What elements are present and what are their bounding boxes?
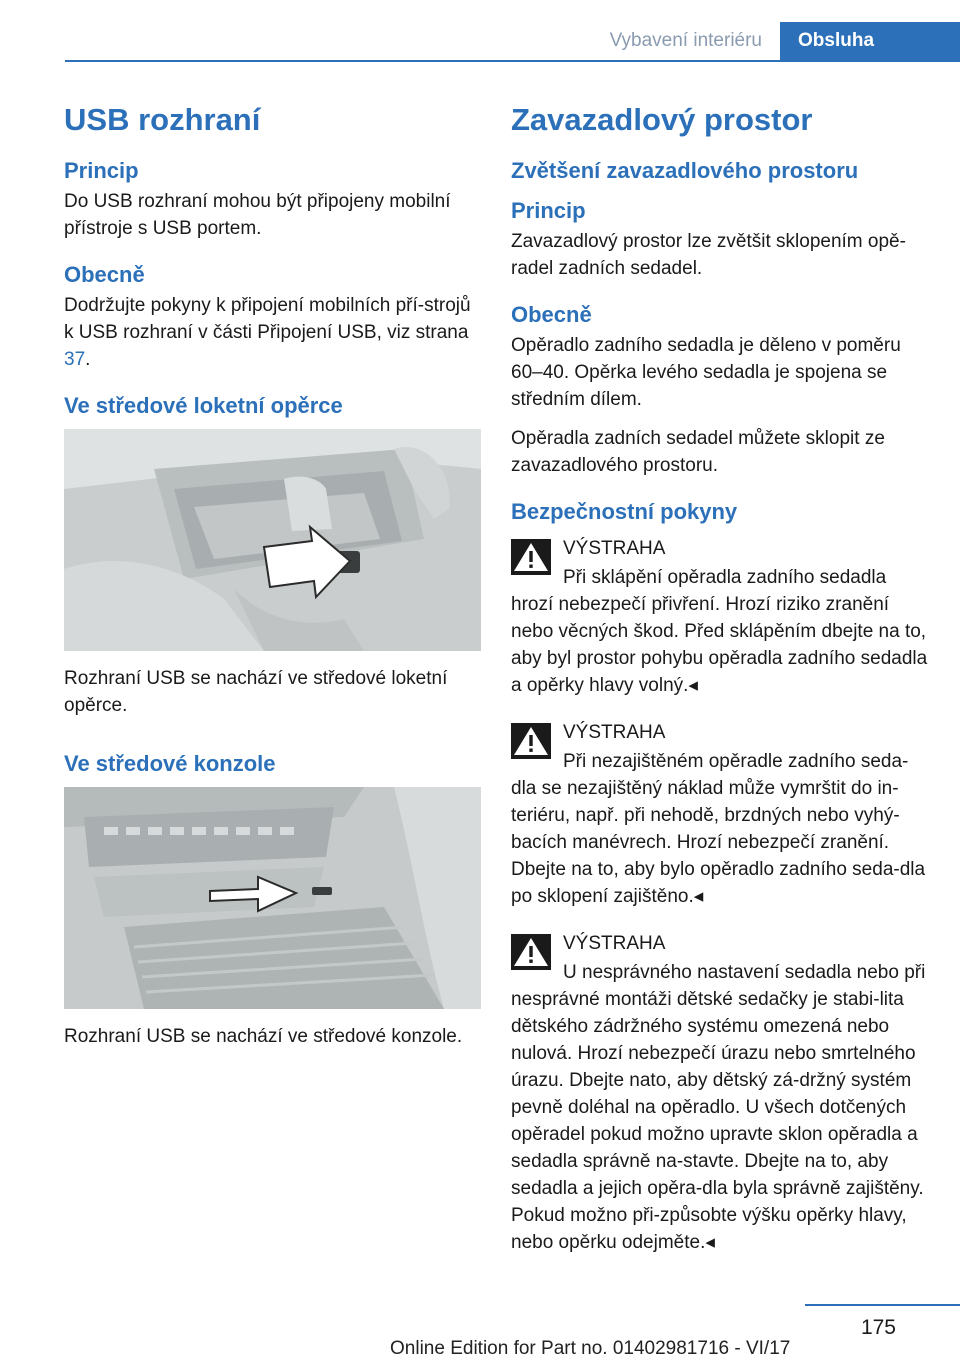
obecne-text-end: .	[85, 349, 91, 370]
warning-triangle-icon	[511, 934, 551, 970]
safety-heading: Bezpečnostní pokyny	[511, 499, 738, 524]
trunk-obecne-text1: Opěradlo zadního sedadla je děleno v poměru 60–40. Opěrka levého sedadla je spojena se středním dílem.	[511, 335, 901, 410]
page-number: 175	[860, 1316, 896, 1339]
nav-chapter[interactable]: Obsluha	[780, 22, 960, 60]
warning-block	[511, 930, 931, 1256]
console-caption: Rozhraní USB se nachází ve středové konzole.	[64, 1026, 463, 1047]
trunk-princip-text: Zavazadlový prostor lze zvětšit sklopením opě‐radel zadních sedadel.	[511, 231, 906, 279]
header-nav	[610, 22, 960, 60]
warning-title: VÝSTRAHA	[563, 722, 666, 743]
armrest-caption: Rozhraní USB se nachází ve středové loketní opěrce.	[64, 668, 448, 716]
warning-text: Při sklápění opěradla zadního sedadla hrozí nebezpečí přivření. Hrozí riziko zranění nebo věcných škod. Před sklápěním dbejte na to, aby byl prostor pohybu opěradla zadního sedadla a opěrky hlavy volný.◂	[511, 567, 928, 696]
warning-triangle-icon	[511, 539, 551, 575]
usb-princip-heading: Princip	[64, 158, 139, 183]
obecne-text-part: Dodržujte pokyny k připojení mobilních pří‐strojů k USB rozhraní v části Připojení USB, viz strana	[64, 295, 471, 343]
warning-triangle-icon	[511, 723, 551, 759]
armrest-heading: Ve středové loketní opěrce	[64, 393, 343, 418]
armrest-usb-illustration	[64, 429, 481, 651]
footer-divider	[805, 1304, 960, 1306]
usb-obecne-text	[64, 292, 484, 373]
trunk-subtitle: Zvětšení zavazadlového prostoru	[511, 158, 859, 183]
trunk-princip-heading: Princip	[511, 198, 586, 223]
left-column	[64, 100, 484, 1062]
trunk-obecne-text2: Opěradla zadních sedadel můžete sklopit ze zavazadlového prostoru.	[511, 428, 885, 476]
nav-section[interactable]: Vybavení interiéru	[609, 30, 762, 51]
usb-title: USB rozhraní	[64, 102, 261, 137]
trunk-title: Zavazadlový prostor	[511, 102, 813, 137]
warning-title: VÝSTRAHA	[563, 538, 666, 559]
usb-princip-text: Do USB rozhraní mohou být připojeny mobilní přístroje s USB portem.	[64, 191, 451, 239]
warning-text: U nesprávného nastavení sedadla nebo při nesprávné montáži dětské sedačky je stabi‐lita dětského zádržného systému omezená nebo nulová. Hrozí nebezpečí úrazu nebo smrtelného úrazu. Dbejte nato, aby dětský zá‐držný systém pevně doléhal na opěradlo. U všech dotčených opěradel pokud možno upravte sklon opěradla a sedadla správně na‐stavte. Dbejte na to, aby sedadla a jejich opěra‐dla byla správně zajištěny. Pokud možno při‐způsobte výšku opěrky hlavy, nebo opěrku odejměte.◂	[511, 962, 926, 1253]
header-divider	[65, 60, 960, 62]
warning-block	[511, 535, 931, 699]
trunk-obecne-heading: Obecně	[511, 302, 592, 327]
warning-block	[511, 719, 931, 910]
usb-obecne-heading: Obecně	[64, 262, 145, 287]
console-heading: Ve středové konzole	[64, 751, 276, 776]
edition-footer: Online Edition for Part no. 01402981716 - VI/17	[390, 1338, 791, 1359]
warning-text: Při nezajištěném opěradle zadního seda‐dla se nezajištěný náklad může vymrštit do in‐teriéru, např. při nehodě, brzdných nebo vyhý‐bacích manévrech. Hrozí nebezpečí zranění. Dbejte na to, aby bylo opěradlo zadního seda‐dla po sklopení zajištěno.◂	[511, 751, 926, 907]
warning-title: VÝSTRAHA	[563, 933, 666, 954]
right-column	[511, 100, 931, 1276]
page-link[interactable]: 37	[64, 349, 86, 370]
console-usb-illustration	[64, 787, 481, 1009]
